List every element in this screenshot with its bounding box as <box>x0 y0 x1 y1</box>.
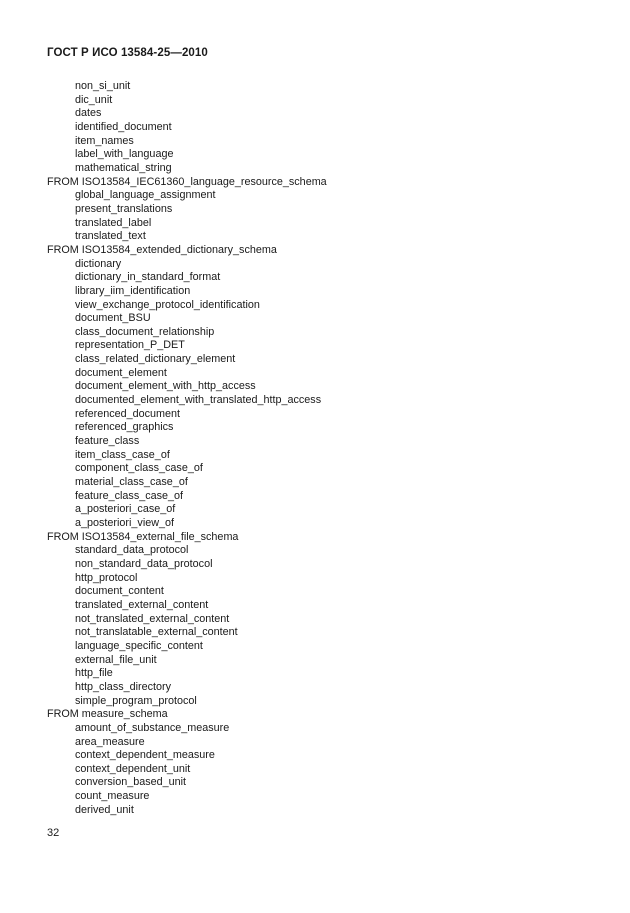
reference-item: a_posteriori_case_of <box>75 503 176 516</box>
reference-item: document_element_with_http_access <box>75 380 256 393</box>
reference-item: translated_text <box>75 230 146 243</box>
reference-item: translated_external_content <box>75 598 209 611</box>
reference-item: dic_unit <box>75 93 113 106</box>
reference-item: class_document_relationship <box>75 325 215 338</box>
reference-item: non_standard_data_protocol <box>75 557 213 570</box>
reference-item: external_file_unit <box>75 653 157 666</box>
from-schema-line: FROM measure_schema <box>47 708 168 721</box>
reference-item: standard_data_protocol <box>75 544 189 557</box>
reference-item: label_with_language <box>75 148 174 161</box>
from-schema-line: FROM ISO13584_extended_dictionary_schema <box>47 243 277 256</box>
express-reference-list <box>47 80 607 817</box>
from-schema-line: FROM ISO13584_IEC61360_language_resource_schema <box>47 175 327 188</box>
reference-item: item_class_case_of <box>75 448 170 461</box>
reference-item: simple_program_protocol <box>75 694 197 707</box>
page-number: 32 <box>47 827 60 839</box>
reference-item: language_specific_content <box>75 639 203 652</box>
reference-item: document_content <box>75 585 164 598</box>
reference-item: global_language_assignment <box>75 189 216 202</box>
reference-item: document_BSU <box>75 312 151 325</box>
reference-item: dictionary <box>75 257 122 270</box>
reference-item: non_si_unit <box>75 80 131 92</box>
reference-item: item_names <box>75 134 134 147</box>
page-header-title: ГОСТ Р ИСО 13584-25—2010 <box>47 47 208 59</box>
from-schema-line: FROM ISO13584_external_file_schema <box>47 530 239 543</box>
reference-item: derived_unit <box>75 803 134 816</box>
reference-item: dictionary_in_standard_format <box>75 271 221 284</box>
reference-item: present_translations <box>75 202 173 215</box>
reference-item: representation_P_DET <box>75 339 185 352</box>
reference-item: area_measure <box>75 735 145 748</box>
reference-item: material_class_case_of <box>75 476 188 489</box>
reference-item: count_measure <box>75 790 150 803</box>
reference-item: class_related_dictionary_element <box>75 353 236 366</box>
reference-item: component_class_case_of <box>75 462 203 475</box>
reference-item: referenced_graphics <box>75 421 174 434</box>
reference-item: mathematical_string <box>75 161 172 174</box>
reference-item: conversion_based_unit <box>75 776 187 789</box>
reference-item: document_element <box>75 366 167 379</box>
reference-item: http_file <box>75 667 113 680</box>
reference-item: view_exchange_protocol_identification <box>75 298 260 311</box>
reference-item: amount_of_substance_measure <box>75 721 230 734</box>
reference-item: documented_element_with_translated_http_access <box>75 394 322 407</box>
reference-item: http_protocol <box>75 571 138 584</box>
reference-item: a_posteriori_view_of <box>75 517 175 529</box>
reference-item: http_class_directory <box>75 680 172 693</box>
reference-item: feature_class <box>75 435 140 448</box>
reference-item: context_dependent_measure <box>75 749 215 762</box>
reference-item: library_iim_identification <box>75 284 191 297</box>
reference-item: identified_document <box>75 120 172 133</box>
reference-item: feature_class_case_of <box>75 489 184 502</box>
reference-item: not_translatable_external_content <box>75 626 238 639</box>
reference-item: referenced_document <box>75 407 181 420</box>
reference-item: not_translated_external_content <box>75 612 230 625</box>
reference-item: context_dependent_unit <box>75 762 191 775</box>
reference-item: dates <box>75 107 102 120</box>
reference-item: translated_label <box>75 216 152 229</box>
